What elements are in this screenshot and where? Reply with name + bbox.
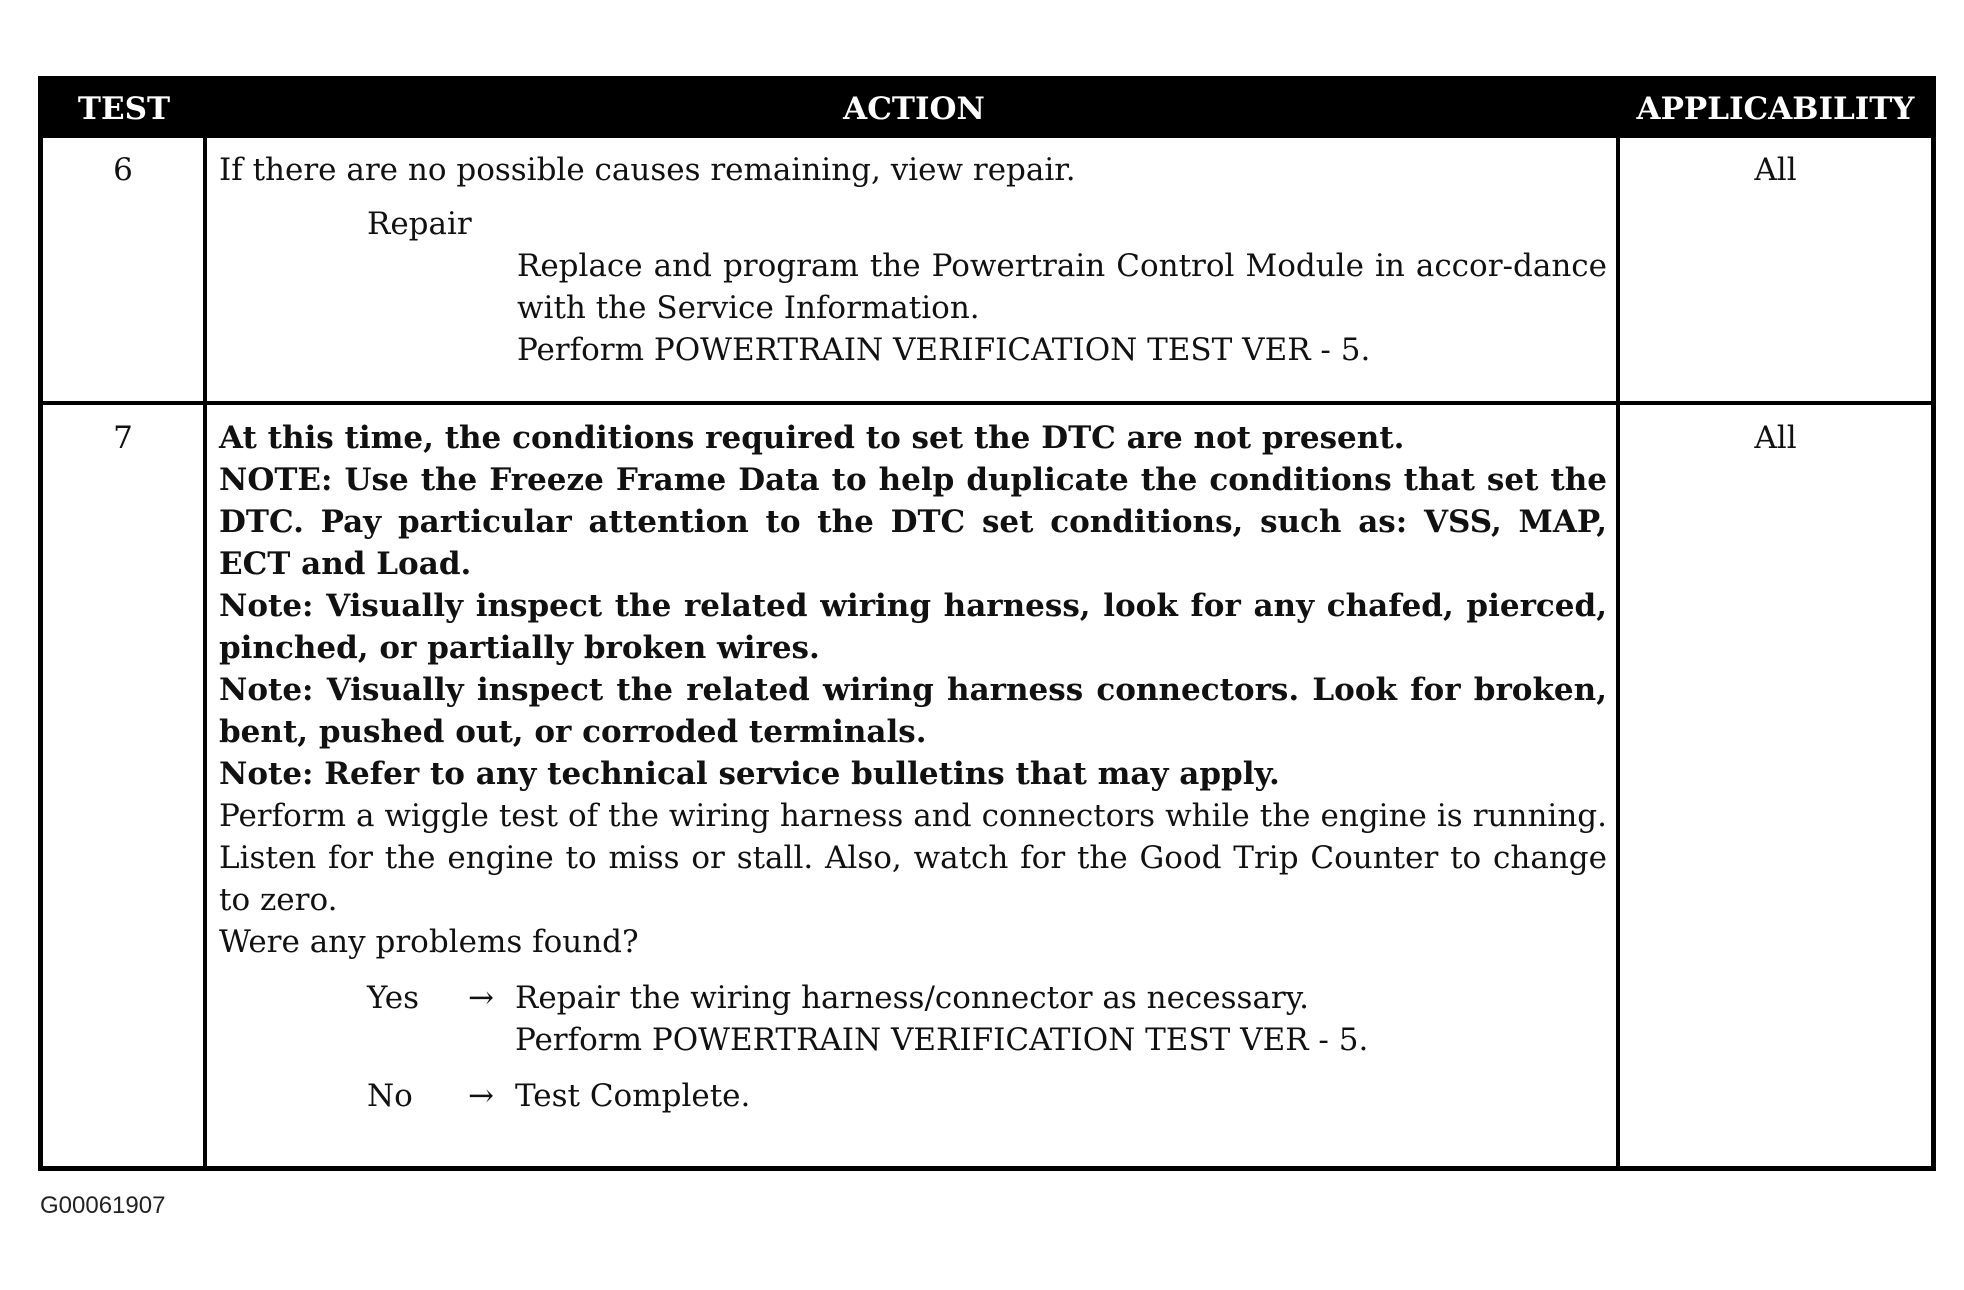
- row-7-bold-paragraph: Note: Visually inspect the related wiring harness connectors. Look for broken, bent, pushed out, or corroded terminals.: [219, 672, 1607, 750]
- arrow-right-icon: →: [468, 980, 494, 1016]
- arrow-right-icon: →: [468, 1078, 494, 1114]
- yes-label: Yes: [367, 980, 420, 1016]
- row-6-repair-line-1: Replace and program the Powertrain Control Module in accor-dance with the Service Information.: [517, 248, 1607, 326]
- column-divider: [1616, 138, 1620, 1166]
- no-label: No: [367, 1078, 413, 1114]
- row-6-intro: If there are no possible causes remaining, view repair.: [219, 152, 1076, 188]
- yes-result: [515, 977, 1607, 1061]
- row-7-bold-paragraph: Note: Visually inspect the related wiring harness, look for any chafed, pierced, pinched, or partially broken wires.: [219, 588, 1607, 666]
- row-6-applicability: All: [1754, 152, 1797, 188]
- row-7-test-number: 7: [113, 420, 133, 456]
- yes-branch: [367, 977, 1607, 1061]
- column-divider: [203, 138, 207, 1166]
- row-6-repair-line-2: Perform POWERTRAIN VERIFICATION TEST VER - 5.: [517, 332, 1371, 368]
- figure-code: G00061907: [40, 1192, 166, 1219]
- row-6-repair-label: Repair: [367, 206, 472, 242]
- yes-line-1: Repair the wiring harness/connector as necessary.: [515, 980, 1309, 1016]
- row-7-question: Were any problems found?: [219, 924, 639, 960]
- header-action: ACTION: [843, 91, 985, 127]
- header-applicability: APPLICABILITY: [1636, 91, 1915, 127]
- row-7-bold-paragraph: NOTE: Use the Freeze Frame Data to help duplicate the conditions that set the DTC. Pay particular attention to the DTC set conditions, such as: VSS, MAP, ECT and Load.: [219, 462, 1607, 582]
- table-header: [43, 81, 1931, 138]
- row-7-bold-paragraph: Note: Refer to any technical service bulletins that may apply.: [219, 756, 1280, 792]
- row-7-action: [219, 417, 1607, 1117]
- yes-line-2: Perform POWERTRAIN VERIFICATION TEST VER - 5.: [515, 1022, 1369, 1058]
- row-7-bold-paragraph: At this time, the conditions required to set the DTC are not present.: [219, 420, 1405, 456]
- diagnostic-table: [38, 76, 1936, 1171]
- row-divider: [43, 401, 1931, 405]
- row-7-applicability: All: [1754, 420, 1797, 456]
- no-line-1: Test Complete.: [515, 1078, 751, 1114]
- no-result: [515, 1075, 1607, 1117]
- header-test: TEST: [77, 91, 171, 127]
- no-branch: [367, 1075, 1607, 1117]
- row-6-action: [219, 149, 1607, 371]
- row-7-paragraph: Perform a wiggle test of the wiring harness and connectors while the engine is running. Listen for the engine to miss or stall. Also, watch for the Good Trip Counter to change to zero.: [219, 798, 1607, 918]
- row-6-test-number: 6: [113, 152, 133, 188]
